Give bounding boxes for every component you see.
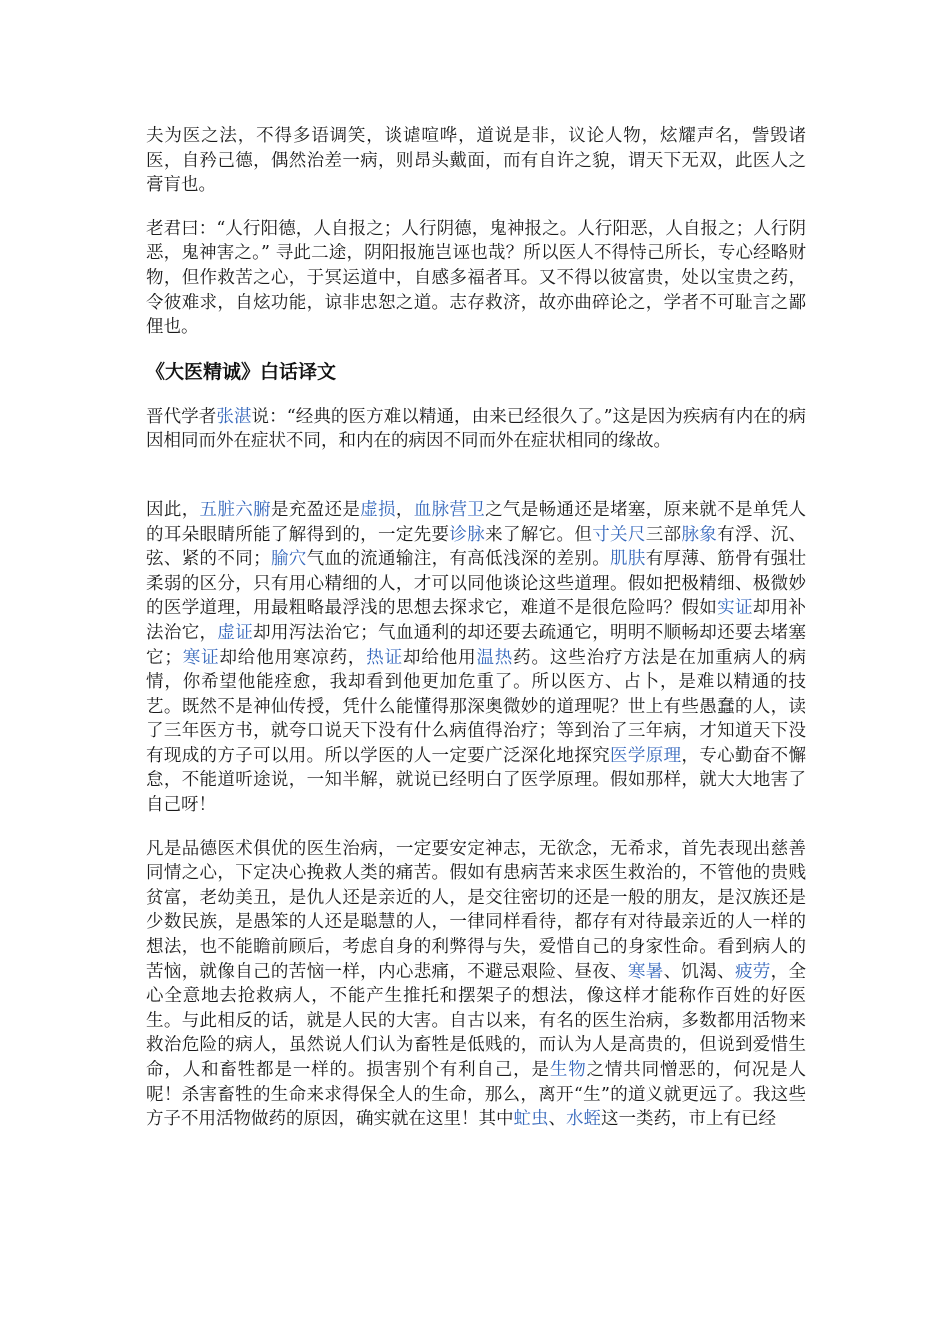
text-segment: 有浮、沉、弦、紧的不同； <box>146 524 807 570</box>
text-segment: 晋代学者 <box>146 406 217 427</box>
text-segment: 、饥渴、 <box>663 961 735 982</box>
text-segment: 却用泻法治它；气血通利的却还要去疏通它，明明不顺畅却还要去堵塞它； <box>146 622 807 668</box>
text-segment: 老君曰：“人行阳德，人自报之；人行阴德，鬼神报之。人行阳恶，人自报之；人行阴恶，鬼神害之。” 寻此二途，阴阳报施岂诬也哉？所以医人不得恃己所长，专心经略财物，但作救苦之心，于冥运道中，自感多福者耳。又不得以彼富贵，处以宝贵之药，令彼难求，自炫功能，谅非忠恕之道。志存救济，故亦曲碎论之，学者不可耻言之鄙俚也。 <box>146 218 806 338</box>
term-link[interactable]: 疲劳 <box>734 961 771 982</box>
term-link[interactable]: 实证 <box>717 598 753 619</box>
text-segment: 夫为医之法，不得多语调笑，谈谑喧哗，道说是非，议论人物，炫耀声名，訾毁诸医，自矜己德，偶然治差一病，则昂头戴面，而有自许之貌，谓天下无双，此医人之膏肓也。 <box>146 126 806 196</box>
text-segment: 气血的流通输注，有高低浅深的差别。 <box>306 549 611 570</box>
text-segment: 是充盈还是 <box>270 499 361 520</box>
text-segment: ，专心勤奋不懈怠，不能道听途说，一知半解，就说已经明白了医学原理。假如那样，就大大地害了自己呀！ <box>146 745 807 816</box>
text-segment: 之气是畅通还是堵塞，原来就不是单凭人的耳朵眼睛所能了解得到的，一定先要 <box>146 499 807 545</box>
text-segment: 凡是品德医术俱优的医生治病，一定要安定神志，无欲念，无希求，首先表现出慈善同情之心，下定决心挽救人类的痛苦。假如有患病苦来求医生救治的，不管他的贵贱贫富，老幼美丑，是仇人还是亲近的人，是交往密切的还是一般的朋友，是汉族还是少数民族，是愚笨的人还是聪慧的人，一律同样看待，都存有对待最亲近的人一样的想法，也不能瞻前顾后，考虑自身的利弊得与失，爱惜自己的身家性命。看到病人的苦恼，就像自己的苦恼一样，内心悲痛，不避忌艰险、昼夜、 <box>146 838 806 982</box>
text-segment: 来了解它。但 <box>485 524 593 545</box>
section-heading <box>146 359 806 385</box>
term-link[interactable]: 虻虫 <box>513 1109 549 1130</box>
text-segment: 却用补法治它， <box>146 598 807 643</box>
term-link[interactable]: 虚损 <box>360 499 396 520</box>
term-link[interactable]: 脉象 <box>681 524 718 545</box>
paragraph <box>146 498 806 818</box>
text-segment: 药。这些治疗方法是在加重病人的病情，你希望他能痊愈，我却看到他更加危重了。所以医方、占卜，是难以精通的技艺。既然不是神仙传授，凭什么能懂得那深奥微妙的道理呢？世上有些愚蠢的人，读了三年医方书，就夸口说天下没有什么病值得治疗；等到治了三年病，才知道天下没有现成的方子可以用。所以学医的人一定要广泛深化地探究 <box>146 647 807 766</box>
paragraph <box>146 405 806 454</box>
term-link[interactable]: 张湛 <box>216 406 252 427</box>
paragraph <box>146 124 806 198</box>
text-segment: 这一类药，市上有已经 <box>601 1109 776 1130</box>
term-link[interactable]: 寸关尺 <box>592 524 646 545</box>
text-segment: 三部 <box>645 524 682 545</box>
text-segment: 却给他用 <box>403 647 477 668</box>
text-segment: ，全心全意地去抢救病人，不能产生推托和摆架子的想法，像这样才能称作百姓的好医生。与此相反的话，就是人民的大害。自古以来，有名的医生治病，多数都用活物来救治危险的病人，虽然说人们认为畜牲是低贱的，而认为人是高贵的，但说到爱惜生命，人和畜牲都是一样的。损害别个有利自己，是 <box>146 961 807 1080</box>
term-link[interactable]: 虚证 <box>217 622 254 643</box>
text-segment: 之情共同憎恶的，何况是人呢！杀害畜牲的生命来求得保全人的生命，那么，离开“生”的道义就更远了。我这些方子不用活物做药的原因，确实就在这里！其中 <box>146 1060 807 1130</box>
text-segment: 《大医精诚》白话译文 <box>146 360 337 383</box>
term-link[interactable]: 热证 <box>366 647 404 668</box>
paragraph <box>146 837 806 1132</box>
term-link[interactable]: 肌肤 <box>610 549 646 570</box>
term-link[interactable]: 血脉营卫 <box>413 499 486 520</box>
term-link[interactable]: 温热 <box>476 647 514 668</box>
text-segment: 因此， <box>146 499 200 520</box>
term-link[interactable]: 诊脉 <box>449 524 486 545</box>
text-segment: 有厚薄、筋骨有强壮柔弱的区分，只有用心精细的人，才可以同他谈论这些道理。假如把极精细、极微妙的医学道理，用最粗略最浮浅的思想去探求它，难道不是很危险吗？假如 <box>146 549 807 619</box>
text-segment: 、 <box>548 1109 566 1130</box>
document-page <box>146 124 806 1151</box>
term-link[interactable]: 医学原理 <box>610 745 682 766</box>
text-segment: 却给他用寒凉药， <box>219 647 367 668</box>
paragraph <box>146 217 806 340</box>
term-link[interactable]: 五脏六腑 <box>199 499 271 520</box>
term-link[interactable]: 寒暑 <box>627 961 664 982</box>
term-link[interactable]: 寒证 <box>181 647 220 668</box>
term-link[interactable]: 水蛭 <box>566 1109 601 1130</box>
text-segment: ， <box>395 499 414 520</box>
term-link[interactable]: 生物 <box>549 1060 587 1080</box>
text-segment: 说：“经典的医方难以精通，由来已经很久了。”这是因为疾病有内在的病因相同而外在症状不同，和内在的病因不同而外在症状相同的缘故。 <box>146 406 807 452</box>
term-link[interactable]: 腧穴 <box>270 549 307 570</box>
